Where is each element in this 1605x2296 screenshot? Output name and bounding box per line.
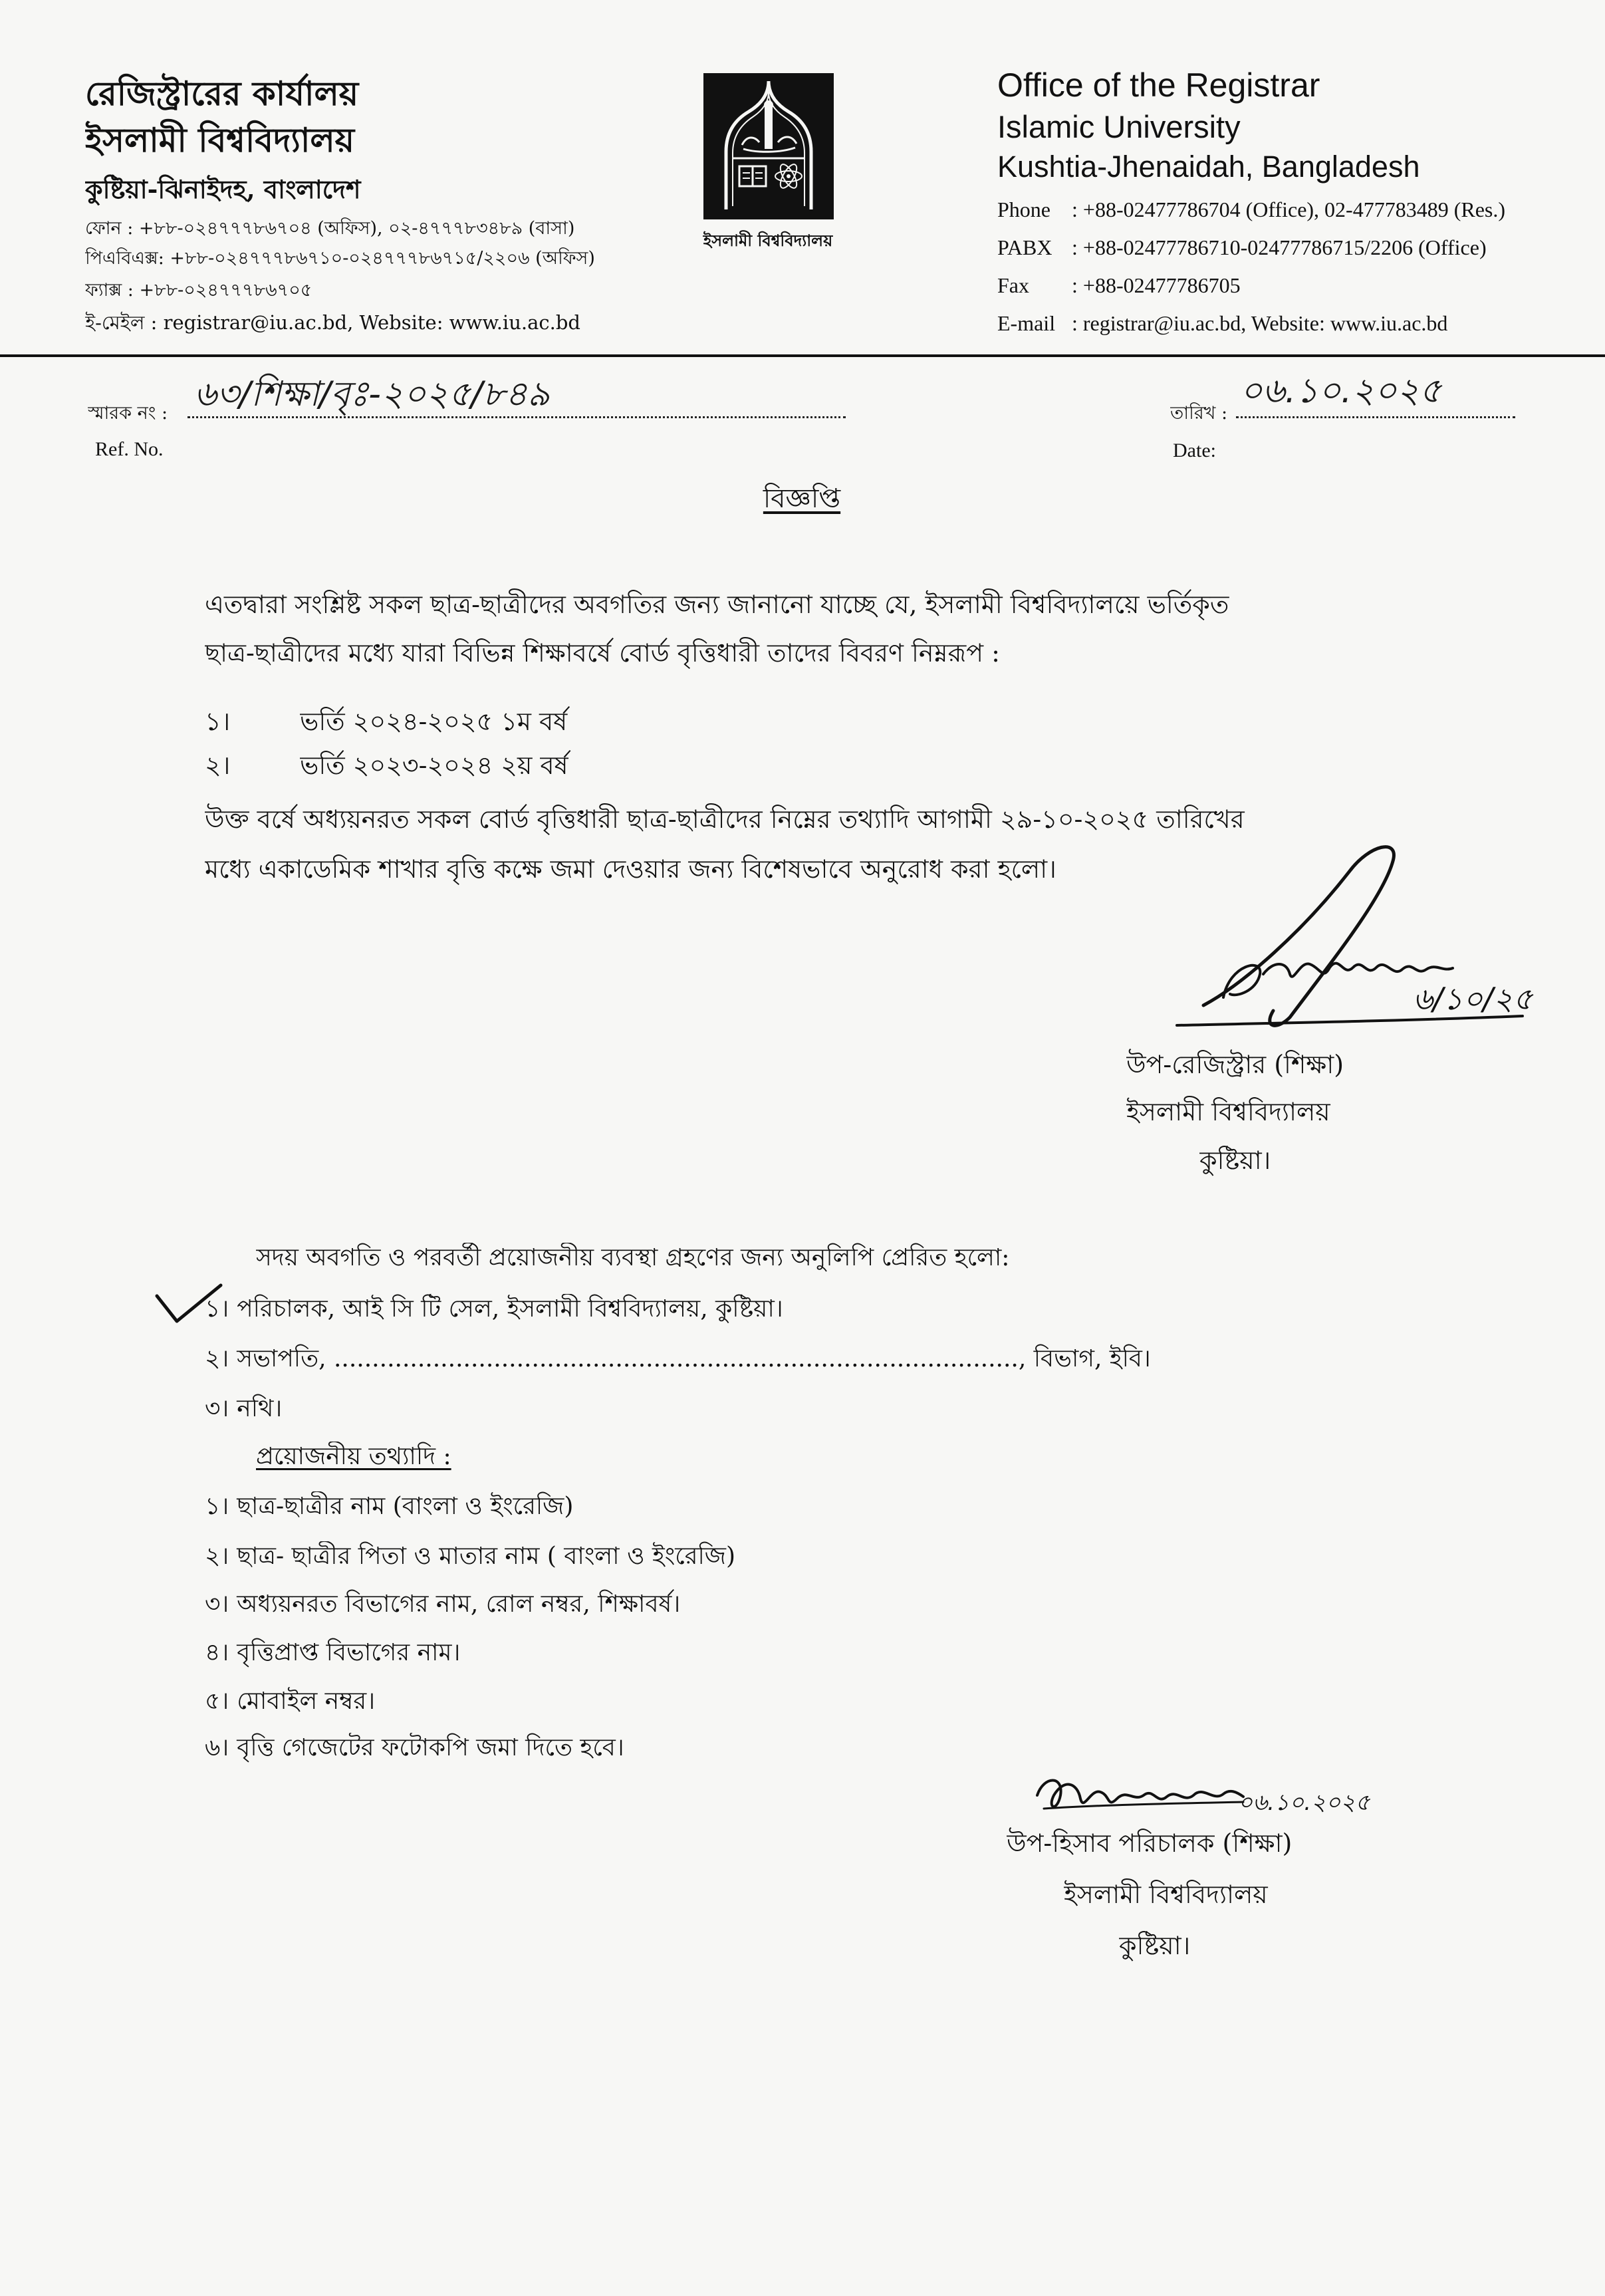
contact-value: : registrar@iu.ac.bd, Website: www.iu.ac.bd [1072,311,1448,335]
bn-email: ই-মেইল : registrar@iu.ac.bd, Website: www.iu.ac.bd [85,311,580,334]
signatory-2-place: কুষ্টিয়া। [1119,1931,1191,1960]
signature-1 [1130,831,1543,1044]
copy-heading: সদয় অবগতি ও পরবর্তী প্রয়োজনীয় ব্যবস্থা গ্রহণের জন্য অনুলিপি প্রেরিত হলো: [256,1244,1010,1271]
item-text: বৃত্তিপ্রাপ্ত বিভাগের নাম। [237,1639,461,1666]
signatory-2-designation: উপ-হিসাব পরিচালক (শিক্ষা) [1007,1829,1293,1858]
signatory-1-place: কুষ্টিয়া। [1199,1146,1271,1175]
en-contact-pabx [997,234,1596,262]
copy-recipient [205,1344,1455,1375]
en-location: Kushtia-Jhenaidah, Bangladesh [997,150,1420,184]
date-dotted-line [1236,416,1515,418]
university-logo [703,73,834,219]
ref-label-en: Ref. No. [95,438,164,460]
request-line-2: মধ্যে একাডেমিক শাখার বৃত্তি কক্ষে জমা দেওয়ার জন্য বিশেষভাবে অনুরোধ করা হলো। [205,854,1056,884]
en-contact-fax [997,272,1596,300]
recipient-text: পরিচালক, আই সি টি সেল, ইসলামী বিশ্ববিদ্যালয়, কুষ্টিয়া। [237,1295,783,1323]
contact-label: E-mail [997,311,1056,335]
list-number: ১। [205,1295,229,1323]
recipient-blank: .......................................................................................... [333,1345,1019,1372]
bn-pabx: পিএবিএক্স: +৮৮-০২৪৭৭৭৮৬৭১০-০২৪৭৭৭৮৬৭১৫/২২০৬ (অফিস) [85,248,595,269]
ref-number-line [187,372,852,419]
list-number: ৪। [205,1639,229,1666]
list-number: ৩। [205,1591,229,1618]
intro-line-2: ছাত্র-ছাত্রীদের মধ্যে যারা বিভিন্ন শিক্ষাবর্ষে বোর্ড বৃত্তিধারী তাদের বিবরণ নিম্নরূপ : [205,638,1000,668]
contact-value: : +88-02477786710-02477786715/2206 (Office) [1072,235,1487,259]
copy-recipient [205,1294,1455,1325]
header-divider [0,354,1605,357]
recipient-text: সভাপতি, [237,1345,334,1372]
list-number: ২। [205,1543,229,1570]
date-label-bn: তারিখ : [1170,403,1228,424]
required-info-item [205,1589,1455,1620]
bn-office-title: রেজিস্ট্রারের কার্যালয় [85,74,359,113]
date-value: ০৬.১০.২০২৫ [1240,371,1442,411]
bn-university-name: ইসলামী বিশ্ববিদ্যালয় [85,120,355,160]
date-value-line [1236,369,1582,419]
signature-1-drawing [1130,831,1543,1044]
university-emblem-icon [703,73,834,219]
list-number: ১। [205,1493,229,1520]
en-contact-phone [997,196,1596,224]
contact-value: : +88-02477786704 (Office), 02-477783489 (Res.) [1072,197,1506,221]
signature-1-date: ৬/১০/২৫ [1413,981,1533,1017]
item-text: মোবাইল নম্বর। [237,1688,376,1715]
item-text: বৃত্তি গেজেটের ফটোকপি জমা দিতে হবে। [237,1734,624,1761]
bn-location: কুষ্টিয়া-ঝিনাইদহ, বাংলাদেশ [85,174,361,204]
copy-recipient [205,1394,1455,1425]
logo-caption: ইসলামী বিশ্ববিদ্যালয় [703,231,833,250]
recipient-suffix: , বিভাগ, ইবি। [1018,1345,1151,1372]
bn-fax: ফ্যাক্স : +৮৮-০২৪৭৭৭৮৬৭০৫ [85,280,312,301]
list-number: ৫। [205,1688,229,1715]
date-label-en: Date: [1173,440,1216,461]
en-office-title: Office of the Registrar [997,66,1320,104]
request-line-1: উক্ত বর্ষে অধ্যয়নরত সকল বোর্ড বৃত্তিধারী ছাত্র-ছাত্রীদের নিম্নের তথ্যাদি আগামী ২৯-১০-২০২৫ তারিখের [205,805,1245,834]
session-item: ভর্তি ২০২৩-২০২৪ ২য় বর্ষ [300,751,568,780]
en-university-name: Islamic University [997,109,1241,144]
bn-phone: ফোন : +৮৮-০২৪৭৭৭৮৬৭০৪ (অফিস), ০২-৪৭৭৭৮৩৪৮৯ (বাসা) [85,218,575,239]
list-number: ২। [205,1345,229,1372]
required-info-heading: প্রয়োজনীয় তথ্যাদি : [256,1443,451,1470]
contact-label: PABX [997,235,1052,259]
intro-line-1: এতদ্বারা সংশ্লিষ্ট সকল ছাত্র-ছাত্রীদের অবগতির জন্য জানানো যাচ্ছে যে, ইসলামী বিশ্ববিদ্যালয়ে ভর্তিকৃত [205,590,1229,619]
notice-title: বিজ্ঞপ্তি [763,483,841,514]
signatory-1-designation: উপ-রেজিস্ট্রার (শিক্ষা) [1126,1050,1344,1079]
session-item: ভর্তি ২০২৪-২০২৫ ১ম বর্ষ [300,707,568,736]
signatory-1-institution: ইসলামী বিশ্ববিদ্যালয় [1126,1097,1330,1126]
en-contact-email [997,310,1596,338]
contact-value: : +88-02477786705 [1072,273,1241,297]
list-number: ৩। [205,1395,229,1422]
item-text: অধ্যয়নরত বিভাগের নাম, রোল নম্বর, শিক্ষাবর্ষ। [237,1591,681,1618]
ref-number: ৬৩/শিক্ষা/বৃঃ-২০২৫/৮৪৯ [194,374,550,414]
recipient-text: নথি। [237,1395,283,1422]
contact-label: Phone [997,197,1050,221]
required-info-item [205,1491,1455,1523]
item-text: ছাত্র-ছাত্রীর নাম (বাংলা ও ইংরেজি) [237,1493,574,1520]
signature-2-date: ০৬.১০.২০২৫ [1238,1789,1370,1816]
list-number: ৬। [205,1734,229,1761]
required-info-item [205,1638,1455,1669]
ref-label-bn: স্মারক নং : [88,403,168,424]
item-text: ছাত্র- ছাত্রীর পিতা ও মাতার নাম ( বাংলা ও ইংরেজি) [237,1543,736,1570]
session-number: ২। [205,751,231,780]
session-number: ১। [205,707,231,736]
required-info-item [205,1686,1455,1718]
signatory-2-institution: ইসলামী বিশ্ববিদ্যালয় [1064,1880,1268,1909]
contact-label: Fax [997,273,1029,297]
required-info-item [205,1541,1455,1573]
